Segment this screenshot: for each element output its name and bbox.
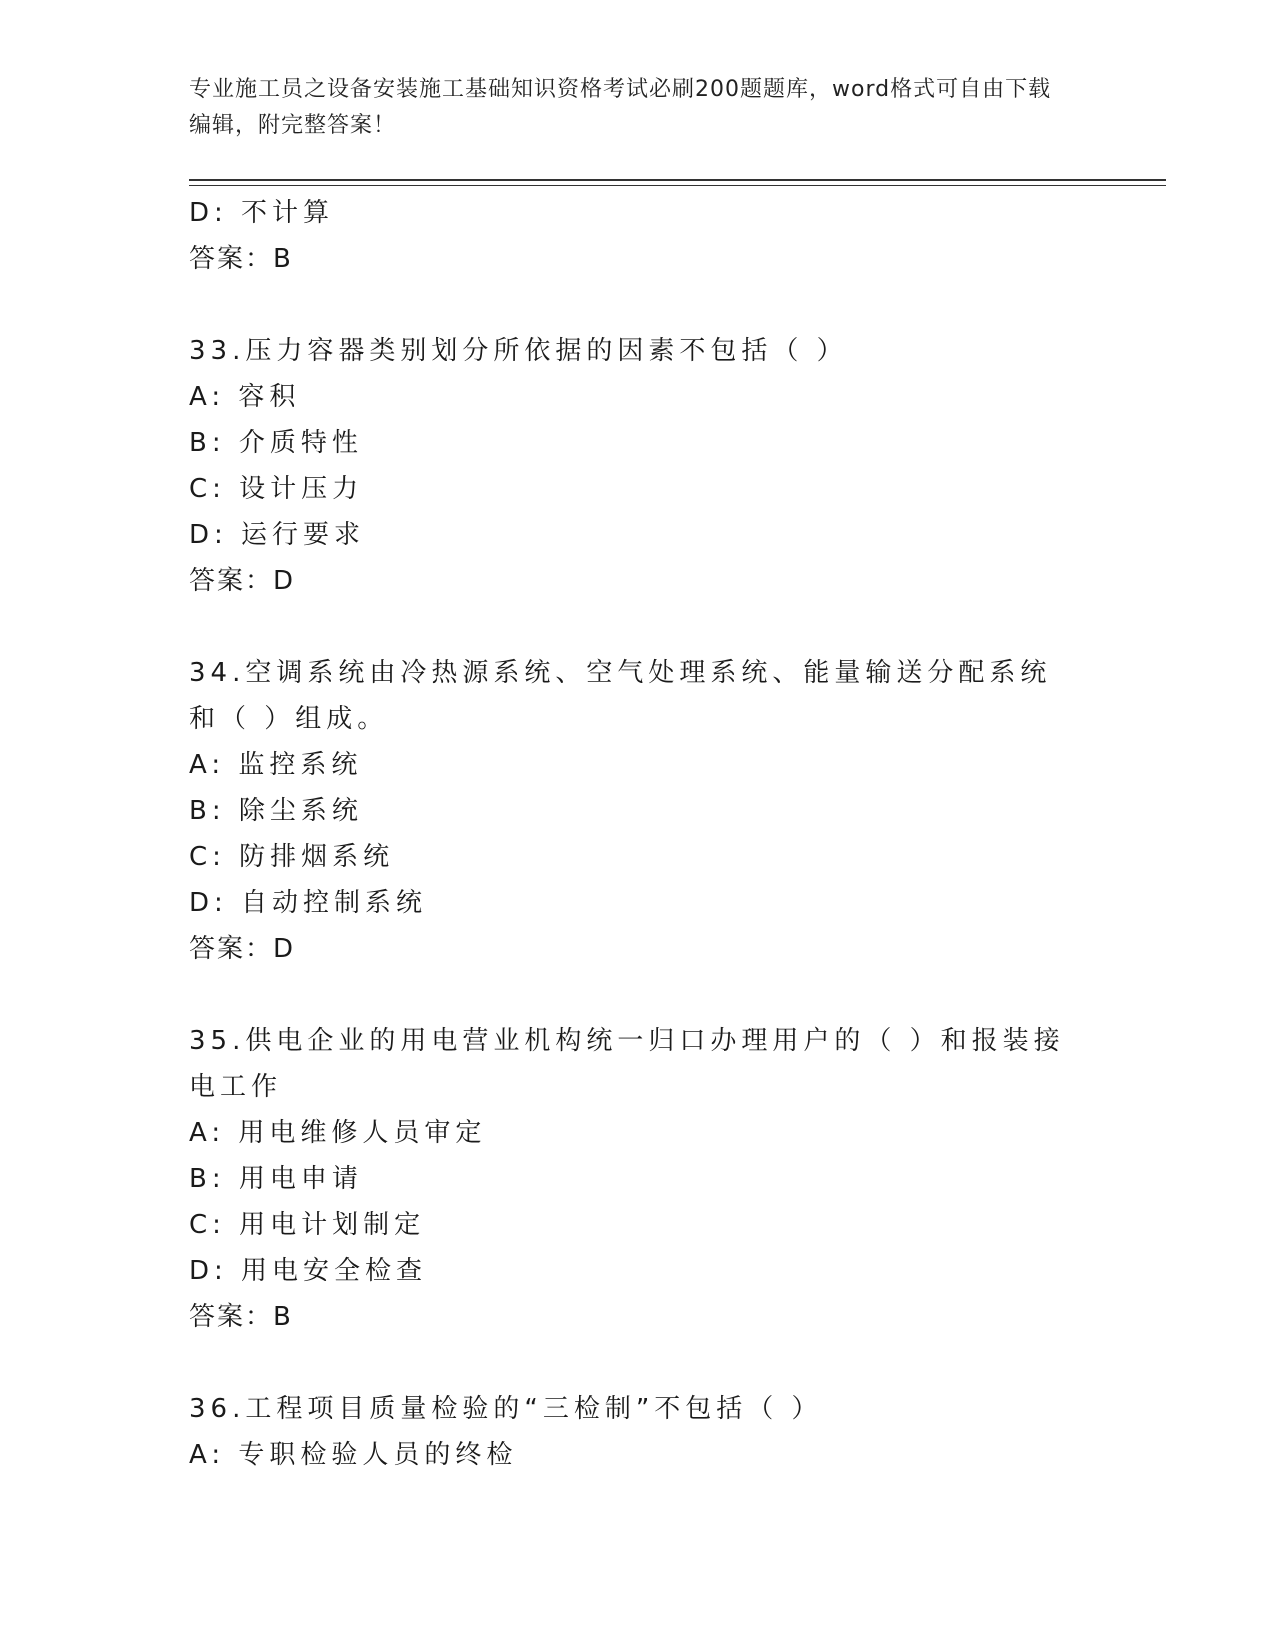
header-divider-thin [189, 185, 1166, 186]
answer-line: 答案：D [189, 934, 296, 964]
option-a: A: 专职检验人员的终检 [189, 1440, 518, 1470]
option-a: A: 监控系统 [189, 750, 363, 780]
question-stem: 36.工程项目质量检验的“三检制”不包括（ ） [189, 1394, 823, 1424]
option-d: D: 运行要求 [189, 520, 366, 550]
question-33 [189, 328, 1089, 604]
question-35 [189, 1018, 1089, 1340]
option-b: B: 用电申请 [189, 1164, 363, 1194]
question-34 [189, 650, 1089, 972]
answer-line: 答案：B [189, 244, 293, 274]
option-a: A: 容积 [189, 382, 301, 412]
question-stem: 34.空调系统由冷热源系统、空气处理系统、能量输送分配系统和（ ）组成。 [189, 658, 1052, 734]
answer-line: 答案：D [189, 566, 296, 596]
option-a: A: 用电维修人员审定 [189, 1118, 487, 1148]
answer-line: 答案：B [189, 1302, 293, 1332]
previous-question-tail [189, 190, 1089, 282]
document-header: 专业施工员之设备安装施工基础知识资格考试必刷200题题库，word格式可自由下载编辑，附完整答案！ [189, 77, 1052, 138]
option-b: B: 介质特性 [189, 428, 363, 458]
option-c: C: 防排烟系统 [189, 842, 395, 872]
header-divider-thick [189, 179, 1166, 181]
question-stem: 33.压力容器类别划分所依据的因素不包括（ ） [189, 336, 848, 366]
option-b: B: 除尘系统 [189, 796, 363, 826]
question-36 [189, 1386, 1089, 1478]
option-c: C: 用电计划制定 [189, 1210, 426, 1240]
question-stem: 35.供电企业的用电营业机构统一归口办理用户的（ ）和报装接电工作 [189, 1026, 1065, 1102]
option-d: D: 用电安全检查 [189, 1256, 428, 1286]
document-body [189, 190, 1089, 1478]
option-d: D: 不计算 [189, 198, 335, 228]
option-d: D: 自动控制系统 [189, 888, 428, 918]
option-c: C: 设计压力 [189, 474, 364, 504]
